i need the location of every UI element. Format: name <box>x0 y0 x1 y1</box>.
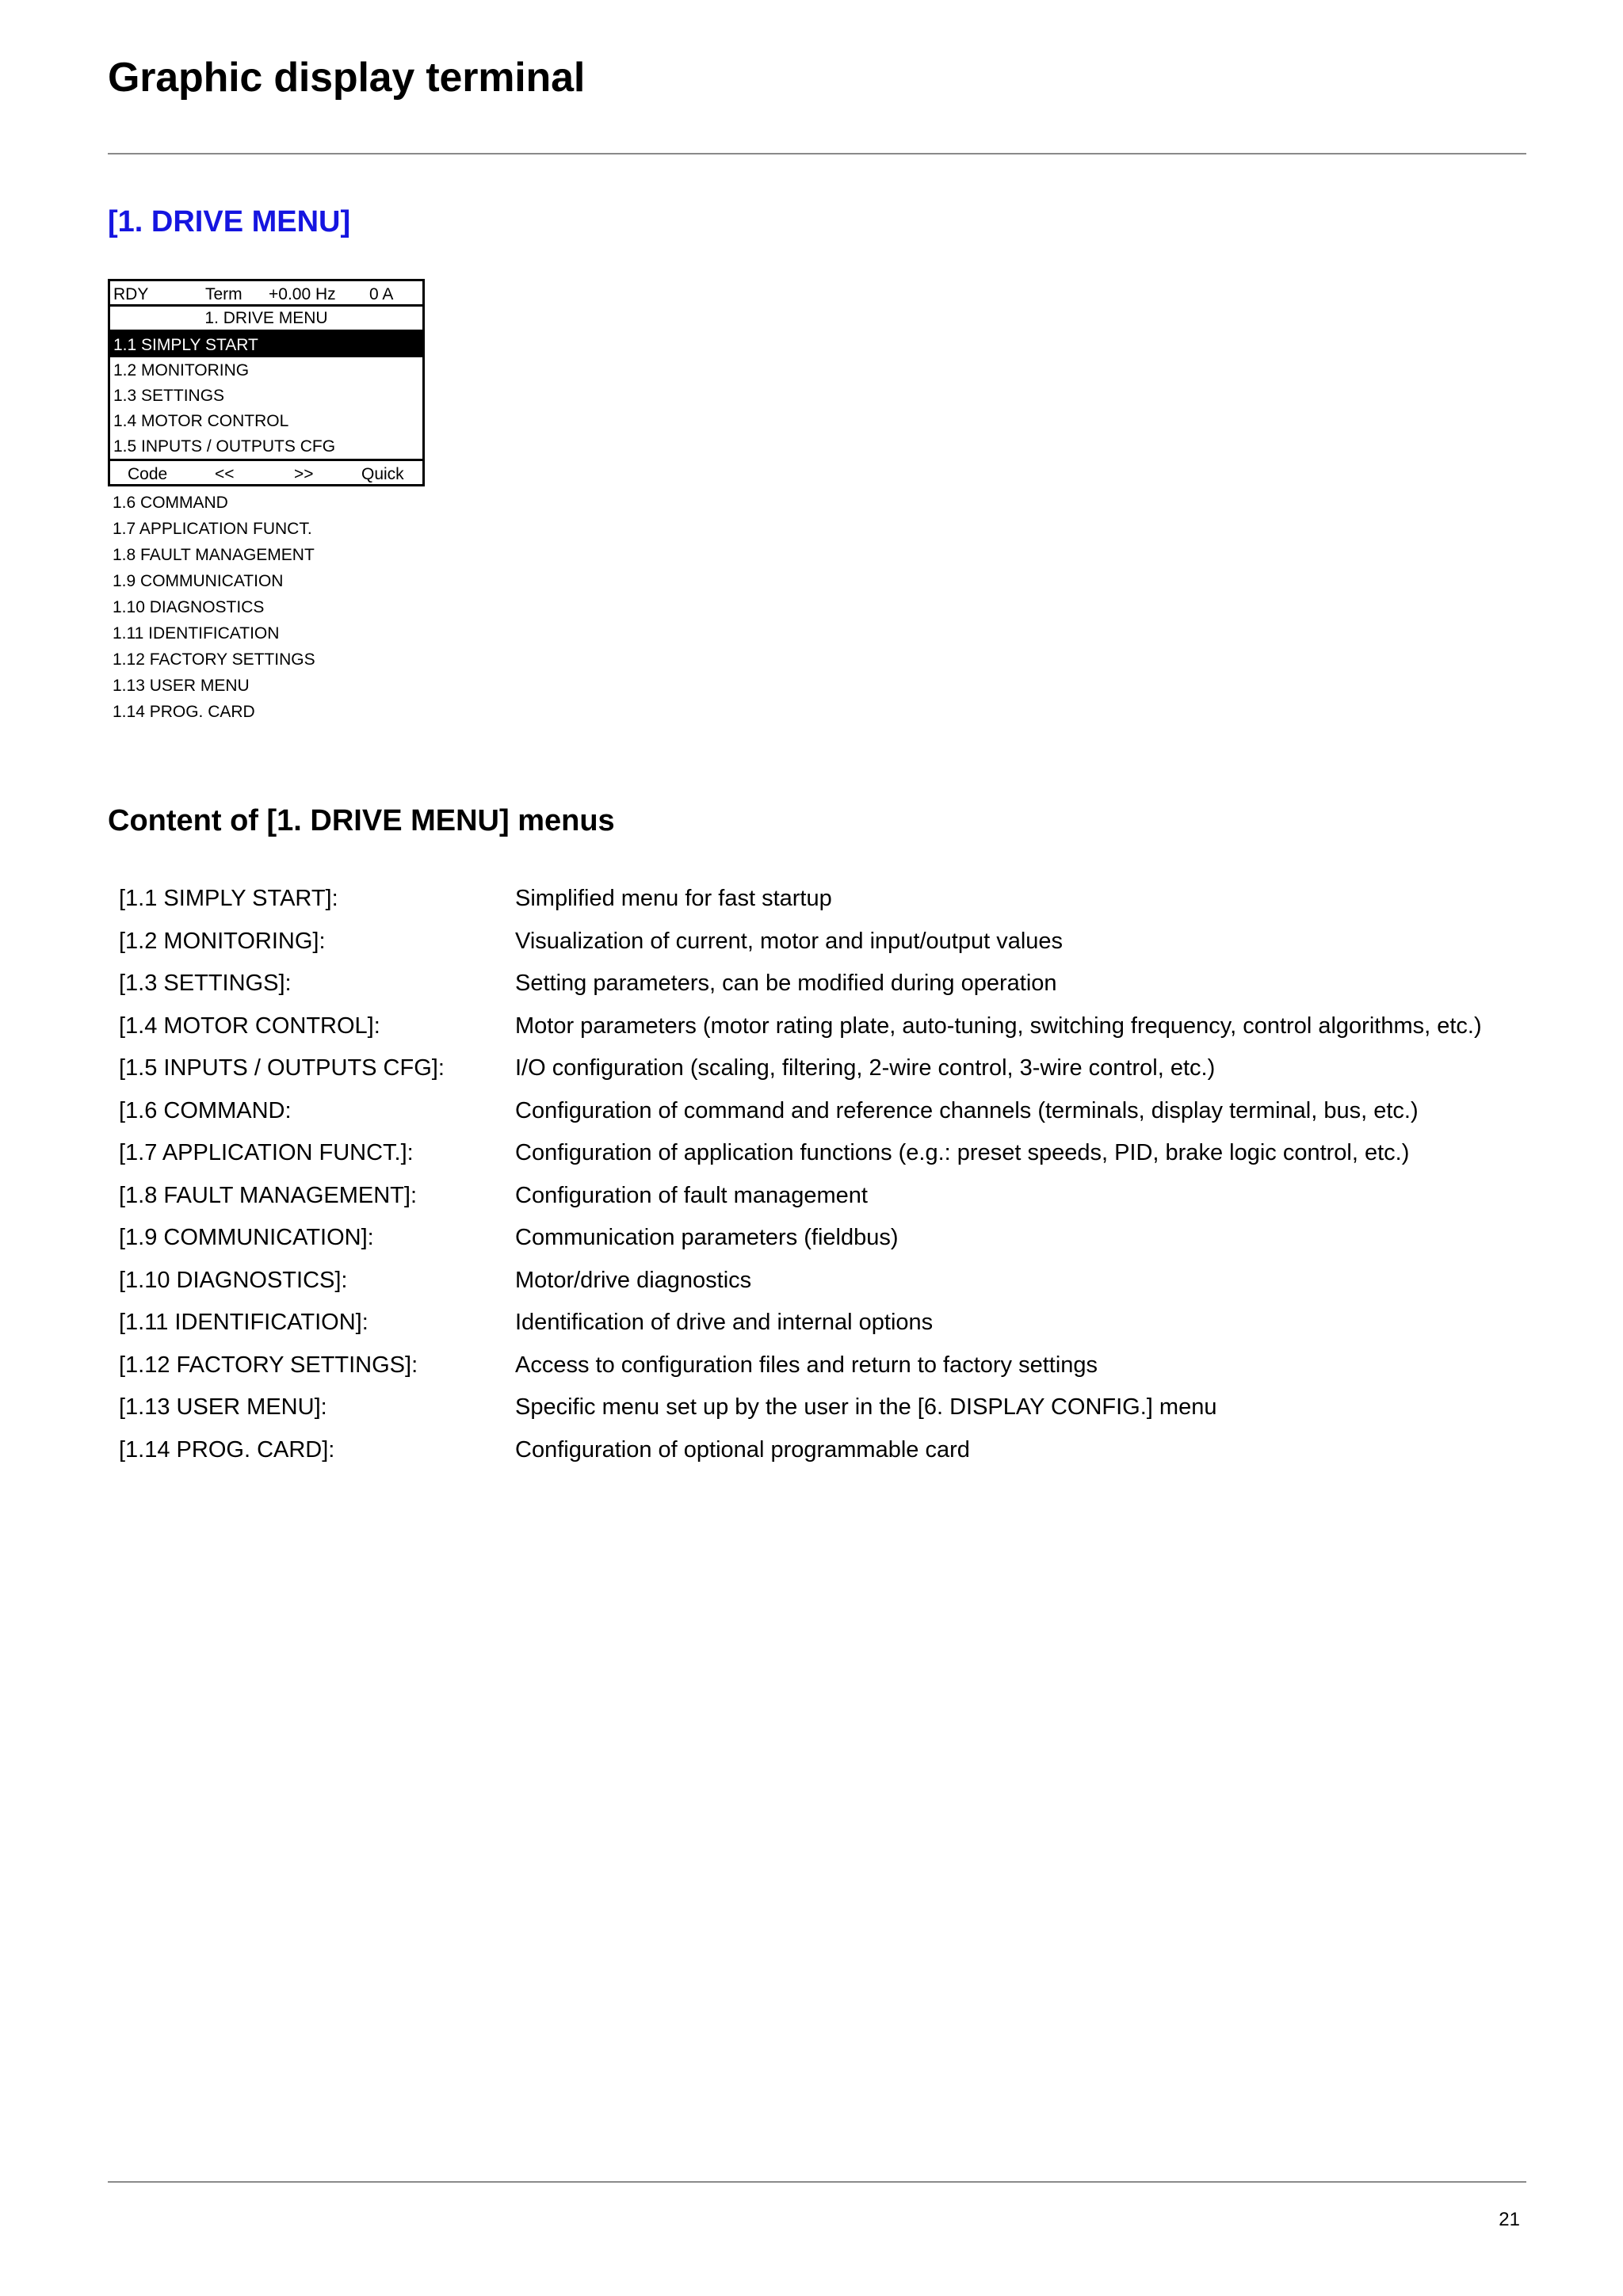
menu-description: Motor/drive diagnostics <box>515 1267 752 1293</box>
list-item: 1.12 FACTORY SETTINGS <box>113 650 315 669</box>
page-title: Graphic display terminal <box>108 55 586 101</box>
list-item: 1.14 PROG. CARD <box>113 703 255 721</box>
footer-divider <box>108 2181 1526 2183</box>
menu-name: [1.4 MOTOR CONTROL]: <box>119 1013 380 1039</box>
table-row <box>119 1092 1529 1135</box>
terminal-display <box>108 279 425 486</box>
table-row <box>119 1388 1529 1431</box>
menu-description: Communication parameters (fieldbus) <box>515 1225 899 1250</box>
table-row <box>119 1303 1529 1346</box>
list-item: 1.8 FAULT MANAGEMENT <box>113 546 315 564</box>
terminal-item-simply-start[interactable]: 1.1 SIMPLY START <box>110 332 422 357</box>
menu-description: Motor parameters (motor rating plate, auto-tuning, switching frequency, control algorithms, etc.) <box>515 1013 1482 1039</box>
table-row <box>119 922 1529 965</box>
content-heading: Content of [1. DRIVE MENU] menus <box>108 804 615 837</box>
list-item: 1.11 IDENTIFICATION <box>113 624 280 643</box>
menu-description: Access to configuration files and return to factory settings <box>515 1352 1098 1378</box>
list-item: 1.7 APPLICATION FUNCT. <box>113 520 312 538</box>
table-row <box>119 964 1529 1007</box>
menu-description: Configuration of command and reference channels (terminals, display terminal, bus, etc.) <box>515 1097 1419 1123</box>
menu-description: Specific menu set up by the user in the [6. DISPLAY CONFIG.] menu <box>515 1394 1217 1420</box>
list-item: 1.9 COMMUNICATION <box>113 572 284 590</box>
menu-description: Configuration of fault management <box>515 1182 868 1208</box>
table-row <box>119 1261 1529 1304</box>
table-row <box>119 1007 1529 1050</box>
terminal-menu-title: 1. DRIVE MENU <box>110 307 422 332</box>
table-row <box>119 1431 1529 1474</box>
terminal-item-settings[interactable]: 1.3 SETTINGS <box>113 386 225 405</box>
menu-description-list <box>119 879 1529 1473</box>
menu-description: I/O configuration (scaling, filtering, 2-wire control, 3-wire control, etc.) <box>515 1055 1216 1081</box>
menu-name: [1.14 PROG. CARD]: <box>119 1436 335 1463</box>
terminal-function-keys <box>110 459 422 484</box>
menu-description: Simplified menu for fast startup <box>515 886 832 911</box>
table-row <box>119 879 1529 922</box>
table-row <box>119 1134 1529 1177</box>
menu-name: [1.9 COMMUNICATION]: <box>119 1225 374 1250</box>
status-frequency: +0.00 Hz <box>269 285 336 303</box>
menu-name: [1.3 SETTINGS]: <box>119 971 292 996</box>
terminal-item-monitoring[interactable]: 1.2 MONITORING <box>113 360 250 379</box>
menu-name: [1.1 SIMPLY START]: <box>119 886 338 911</box>
function-key-quick[interactable]: Quick <box>361 465 404 483</box>
page-number: 21 <box>1499 2209 1520 2230</box>
header-divider <box>108 153 1526 154</box>
table-row <box>119 1177 1529 1219</box>
status-channel: Term <box>205 285 242 303</box>
status-current: 0 A <box>369 285 394 303</box>
menu-description: Visualization of current, motor and input/output values <box>515 928 1064 954</box>
menu-name: [1.11 IDENTIFICATION]: <box>119 1310 369 1335</box>
menu-name: [1.8 FAULT MANAGEMENT]: <box>119 1182 418 1208</box>
menu-name: [1.5 INPUTS / OUTPUTS CFG]: <box>119 1055 445 1081</box>
menu-name: [1.10 DIAGNOSTICS]: <box>119 1267 348 1293</box>
terminal-item-inputs-outputs[interactable]: 1.5 INPUTS / OUTPUTS CFG <box>113 437 336 456</box>
menu-name: [1.13 USER MENU]: <box>119 1394 327 1420</box>
menu-name: [1.2 MONITORING]: <box>119 928 326 954</box>
list-item: 1.6 COMMAND <box>113 494 228 512</box>
menu-name: [1.12 FACTORY SETTINGS]: <box>119 1352 418 1378</box>
list-item: 1.13 USER MENU <box>113 677 250 695</box>
terminal-item-motor-control[interactable]: 1.4 MOTOR CONTROL <box>113 411 289 430</box>
table-row <box>119 1219 1529 1261</box>
list-item: 1.10 DIAGNOSTICS <box>113 598 265 616</box>
drive-menu-extra-items <box>113 490 315 725</box>
status-state: RDY <box>113 285 149 303</box>
table-row <box>119 1049 1529 1092</box>
function-key-code[interactable]: Code <box>128 465 168 483</box>
table-row <box>119 1346 1529 1389</box>
menu-description: Configuration of application functions (e.g.: preset speeds, PID, brake logic control, etc.) <box>515 1140 1410 1165</box>
terminal-status-bar <box>110 281 422 307</box>
menu-description: Setting parameters, can be modified during operation <box>515 971 1057 996</box>
function-key-next[interactable]: >> <box>294 465 314 483</box>
menu-description: Configuration of optional programmable card <box>515 1436 970 1463</box>
drive-menu-heading: [1. DRIVE MENU] <box>108 205 351 238</box>
function-key-previous[interactable]: << <box>215 465 235 483</box>
menu-description: Identification of drive and internal options <box>515 1310 934 1335</box>
menu-name: [1.7 APPLICATION FUNCT.]: <box>119 1140 414 1165</box>
menu-name: [1.6 COMMAND: <box>119 1097 292 1123</box>
